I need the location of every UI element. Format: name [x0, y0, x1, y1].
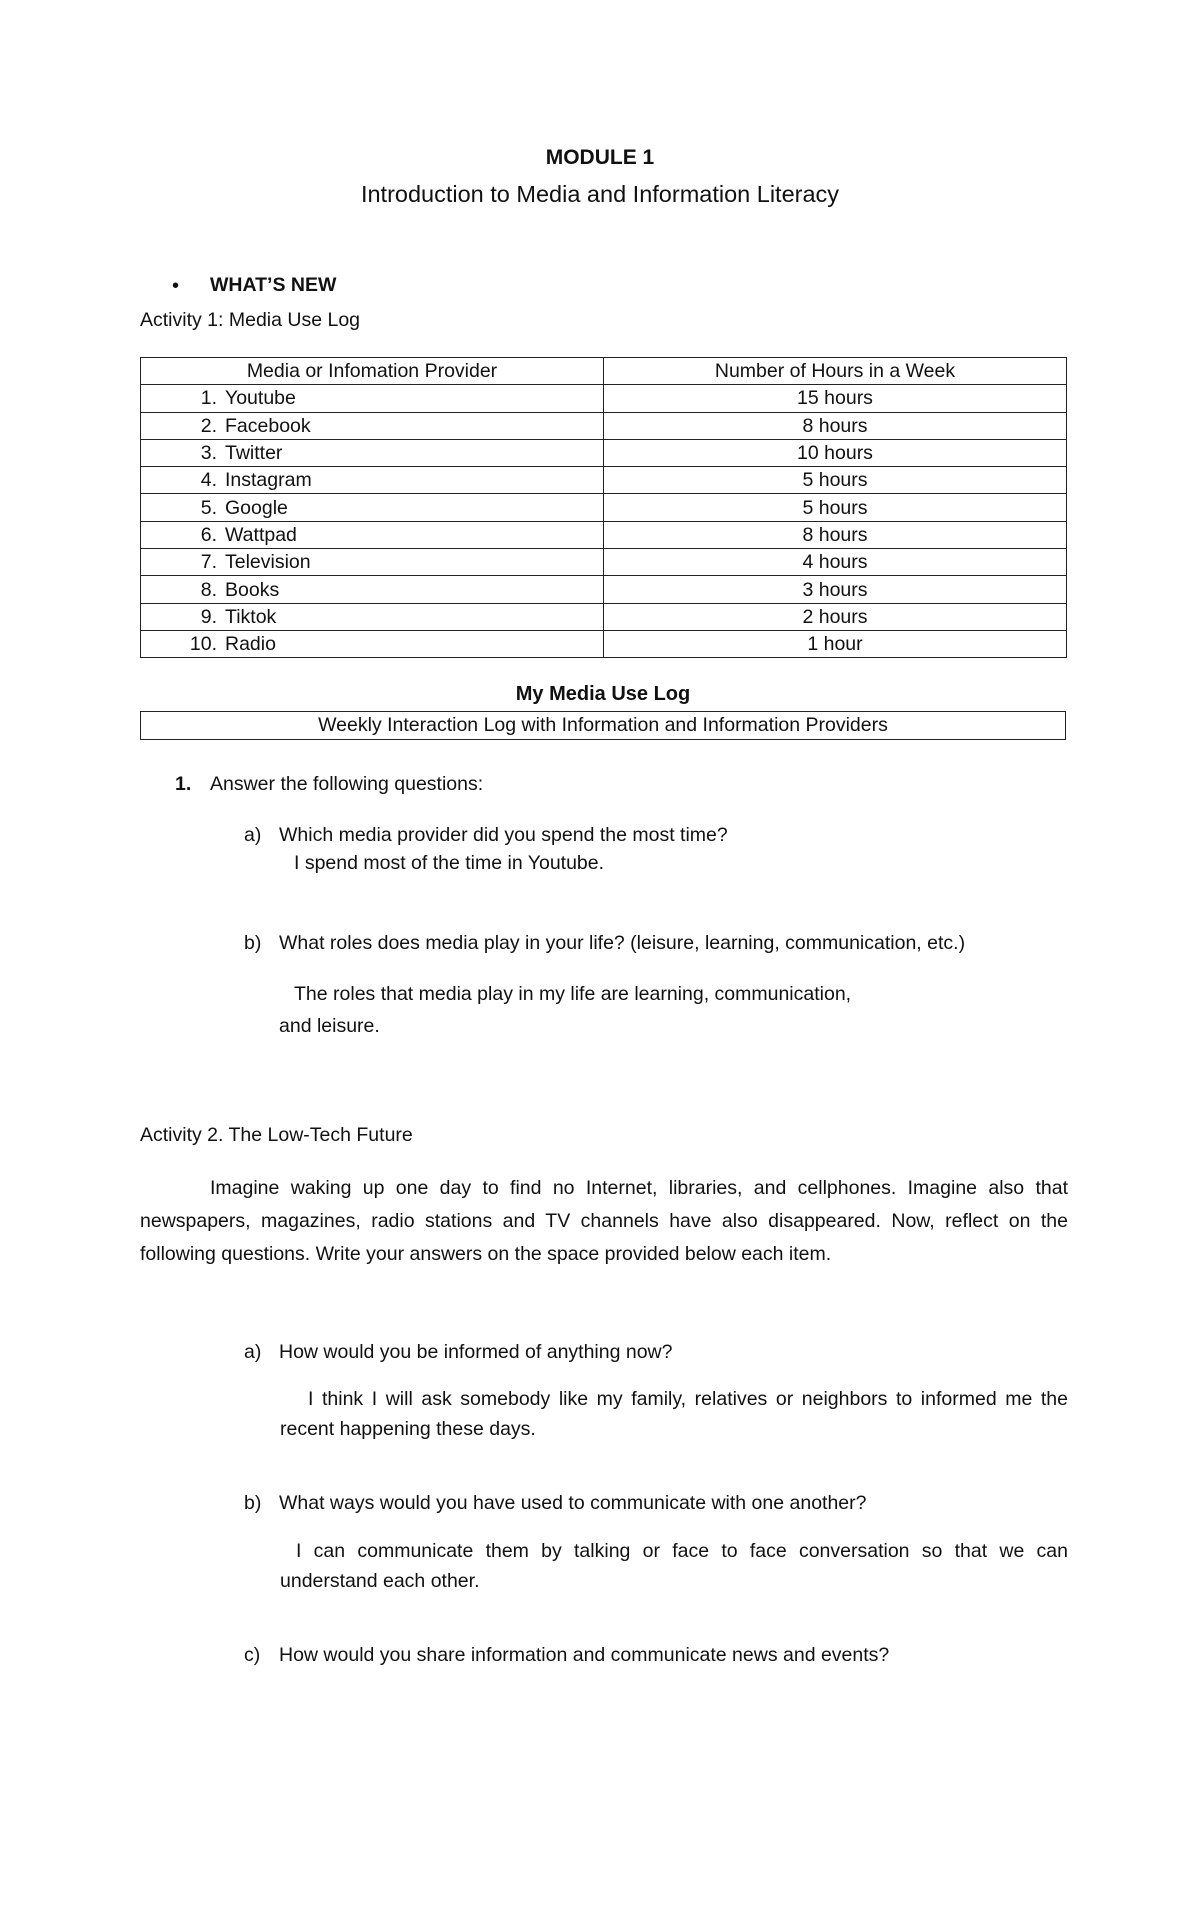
activity2-question-a-label: a) — [244, 1341, 262, 1363]
activity2-question-c-label: c) — [244, 1644, 261, 1666]
table-row — [141, 549, 1067, 576]
hours-value: 4 hours — [604, 549, 1067, 576]
question-number: 1. — [175, 773, 192, 795]
activity2-question-c — [244, 1644, 890, 1667]
table-caption: My Media Use Log — [515, 683, 691, 705]
answer-b-line1: The roles that media play in my life are learning, communication, — [294, 983, 852, 1005]
bullet-icon: • — [172, 275, 180, 297]
activity2-intro: Imagine waking up one day to find no Internet, libraries, and cellphones. Imagine also that newspapers, magazines, radio stations and TV channels have also disappeared. Now, reflect on the following questions. Write your answers on the space provided below each item. — [140, 1177, 1068, 1265]
table-row — [141, 439, 1067, 466]
hours-value: 5 hours — [604, 494, 1067, 521]
activity2-question-b-label: b) — [244, 1492, 262, 1514]
question-intro-text: Answer the following questions: — [210, 773, 484, 795]
activity2-question-a-text: How would you be informed of anything now? — [279, 1341, 673, 1363]
activity2-answer-a: I think I will ask somebody like my family, relatives or neighbors to informed me the recent happening these days. — [280, 1388, 1068, 1440]
provider-name: Radio — [225, 633, 276, 656]
question-b-text: What roles does media play in your life? (leisure, learning, communication, etc.) — [279, 932, 966, 954]
table-header-provider: Media or Infomation Provider — [141, 358, 604, 385]
row-number: 6. — [200, 523, 217, 546]
table-row — [141, 576, 1067, 603]
hours-value: 8 hours — [604, 412, 1067, 439]
question-intro — [175, 773, 484, 796]
table-row — [141, 521, 1067, 548]
row-number: 2. — [200, 414, 217, 437]
table-row — [141, 494, 1067, 521]
row-number: 5. — [200, 496, 217, 519]
table-row — [141, 603, 1067, 630]
row-number: 3. — [200, 442, 217, 465]
provider-name: Books — [225, 578, 280, 601]
provider-name: Google — [225, 496, 288, 519]
row-number: 7. — [200, 551, 217, 574]
question-a-label: a) — [244, 824, 262, 846]
activity2-answer-b: I can communicate them by talking or face to face conversation so that we can understand each other. — [280, 1540, 1068, 1592]
activity2-question-b — [244, 1492, 867, 1515]
provider-name: Television — [225, 551, 311, 574]
provider-name: Wattpad — [225, 523, 297, 546]
row-number: 9. — [200, 605, 217, 628]
table-row — [141, 412, 1067, 439]
activity2-title: Activity 2. The Low-Tech Future — [140, 1124, 413, 1146]
row-number: 1. — [200, 387, 217, 410]
question-a-text: Which media provider did you spend the most time? — [279, 824, 728, 846]
section-heading: WHAT’S NEW — [210, 274, 337, 296]
table-header-hours: Number of Hours in a Week — [604, 358, 1067, 385]
provider-name: Twitter — [225, 442, 283, 465]
hours-value: 3 hours — [604, 576, 1067, 603]
provider-name: Facebook — [225, 414, 311, 437]
table-header-row — [141, 358, 1067, 385]
table-row — [141, 385, 1067, 412]
question-b — [244, 932, 966, 955]
activity2-question-b-text: What ways would you have used to communicate with one another? — [279, 1492, 867, 1514]
answer-b-line2: and leisure. — [279, 1015, 380, 1037]
module-title: MODULE 1 — [545, 146, 655, 169]
table-caption-subtitle: Weekly Interaction Log with Information and Information Providers — [140, 711, 1066, 740]
provider-name: Instagram — [225, 469, 312, 492]
hours-value: 8 hours — [604, 521, 1067, 548]
table-row — [141, 467, 1067, 494]
hours-value: 1 hour — [604, 630, 1067, 657]
hours-value: 10 hours — [604, 439, 1067, 466]
answer-a: I spend most of the time in Youtube. — [294, 852, 605, 874]
hours-value: 15 hours — [604, 385, 1067, 412]
table-row — [141, 630, 1067, 657]
row-number: 4. — [200, 469, 217, 492]
hours-value: 2 hours — [604, 603, 1067, 630]
activity2-question-a — [244, 1341, 673, 1364]
hours-value: 5 hours — [604, 467, 1067, 494]
question-a — [244, 824, 728, 847]
provider-name: Tiktok — [225, 605, 277, 628]
module-subtitle: Introduction to Media and Information Literacy — [360, 181, 840, 207]
row-number: 10. — [189, 633, 217, 656]
activity2-question-c-text: How would you share information and communicate news and events? — [279, 1644, 890, 1666]
activity1-title: Activity 1: Media Use Log — [140, 309, 361, 331]
provider-name: Youtube — [225, 387, 296, 410]
media-use-table — [140, 357, 1067, 658]
question-b-label: b) — [244, 932, 262, 954]
row-number: 8. — [200, 578, 217, 601]
